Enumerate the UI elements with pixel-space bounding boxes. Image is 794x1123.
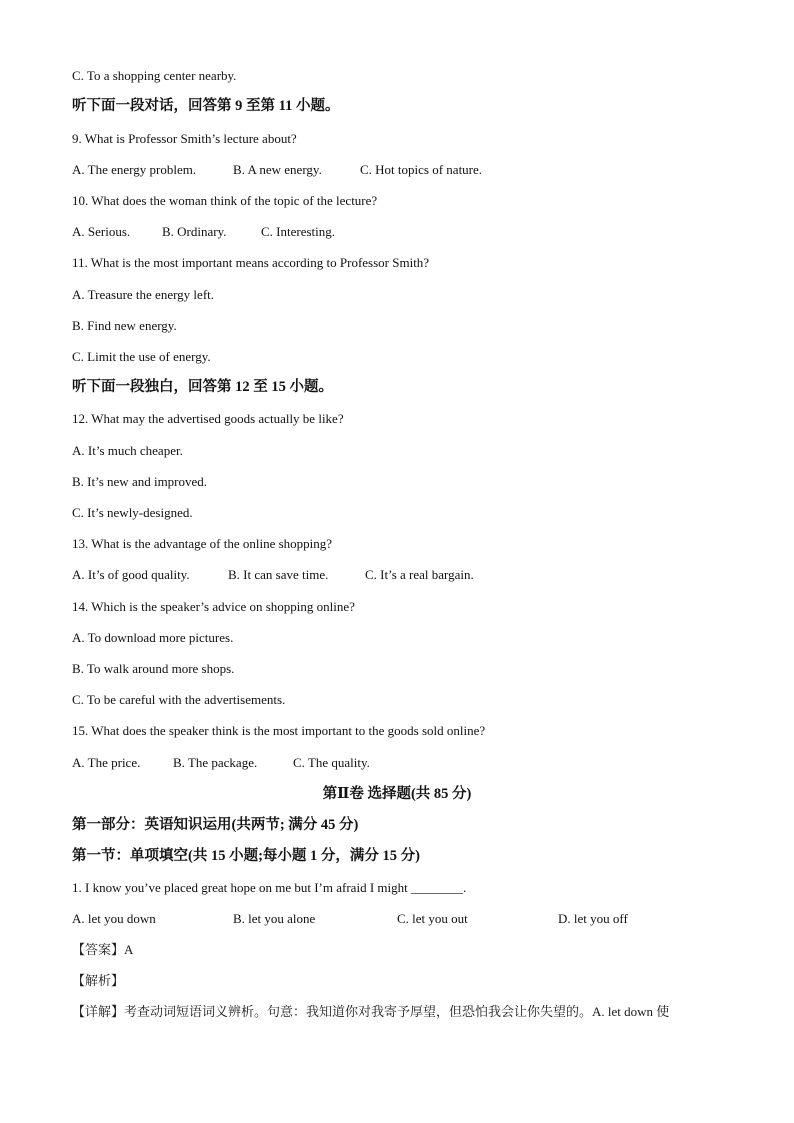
- option-c: C. The quality.: [293, 755, 370, 770]
- analysis-label: 【解析】: [72, 973, 125, 988]
- question-text: 10. What does the woman think of the topic of the lecture?: [72, 193, 378, 208]
- option-a: A. The price.: [72, 755, 141, 770]
- answer-label: 【答案】A: [72, 942, 134, 957]
- option-a: A. Serious.: [72, 224, 131, 239]
- option-b: B. Find new energy.: [72, 318, 177, 333]
- option-a: A. Treasure the energy left.: [72, 287, 215, 302]
- option-a: A. It’s much cheaper.: [72, 443, 183, 458]
- option-b: B. The package.: [173, 755, 258, 770]
- option-a: A. The energy problem.: [72, 162, 197, 177]
- question-text: 9. What is Professor Smith’s lecture about?: [72, 131, 297, 146]
- option-c: C. It’s a real bargain.: [365, 567, 474, 582]
- volume-heading: 第Ⅱ卷 选择题(共 85 分): [322, 786, 472, 802]
- option-c: C. To be careful with the advertisements.: [72, 692, 286, 707]
- option-d: D. let you off: [558, 911, 628, 926]
- question-text: 11. What is the most important means according to Professor Smith?: [72, 255, 430, 270]
- detail-text: 【详解】考查动词短语词义辨析。句意：我知道你对我寄予厚望，但恐怕我会让你失望的。A. let down 使: [72, 1004, 670, 1019]
- option-b: B. Ordinary.: [162, 224, 227, 239]
- option-c: C. It’s newly-designed.: [72, 505, 193, 520]
- question-text: 15. What does the speaker think is the most important to the goods sold online?: [72, 723, 486, 738]
- part-heading: 第一部分：英语知识运用(共两节; 满分 45 分): [72, 817, 359, 833]
- section-instruction: 听下面一段对话，回答第 9 至第 11 小题。: [72, 98, 340, 114]
- question-text: 12. What may the advertised goods actually be like?: [72, 411, 344, 426]
- question-text: 1. I know you’ve placed great hope on me but I’m afraid I might ________.: [72, 880, 467, 895]
- option-b: B. It can save time.: [228, 567, 329, 582]
- option-c: C. let you out: [397, 911, 468, 926]
- section-instruction: 听下面一段独白，回答第 12 至 15 小题。: [72, 379, 333, 395]
- question-text: 14. Which is the speaker’s advice on shopping online?: [72, 599, 355, 614]
- option-a: A. It’s of good quality.: [72, 567, 190, 582]
- section-heading: 第一节：单项填空(共 15 小题;每小题 1 分，满分 15 分): [72, 848, 420, 864]
- option-a: A. let you down: [72, 911, 156, 926]
- option-c: C. Interesting.: [261, 224, 336, 239]
- option-text: C. To a shopping center nearby.: [72, 68, 237, 83]
- question-text: 13. What is the advantage of the online shopping?: [72, 536, 333, 551]
- option-c: C. Hot topics of nature.: [360, 162, 483, 177]
- option-b: B. A new energy.: [233, 162, 322, 177]
- option-b: B. It’s new and improved.: [72, 474, 208, 489]
- option-b: B. let you alone: [233, 911, 316, 926]
- option-b: B. To walk around more shops.: [72, 661, 235, 676]
- option-c: C. Limit the use of energy.: [72, 349, 211, 364]
- option-a: A. To download more pictures.: [72, 630, 234, 645]
